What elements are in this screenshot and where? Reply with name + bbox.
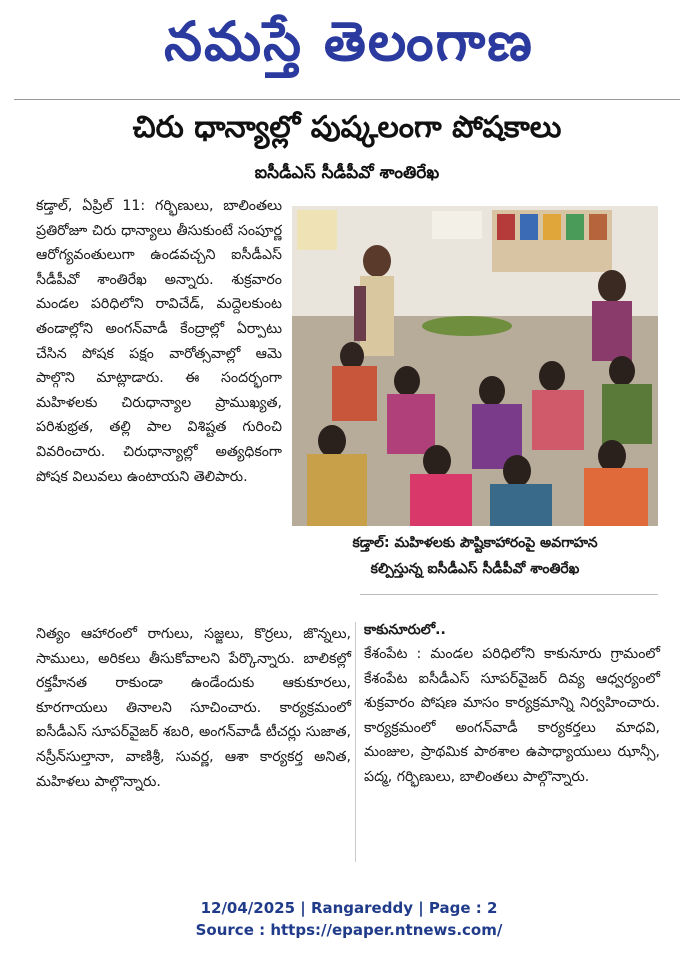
caption-line-2: కల్పిస్తున్న ఐసీడీఎస్ సీడీపీవో శాంతిరేఖ (370, 561, 580, 577)
masthead-title: నమస్తే తెలంగాణ (164, 10, 534, 73)
footer-source-line: Source : https://epaper.ntnews.com/ (195, 921, 503, 939)
body-paragraph-bottom: నిత్యం ఆహారంలో రాగులు, సజ్జలు, కొర్రలు, జొన్నలు, సాములు, అరికలు తీసుకోవాలని పేర్కొన్నారు. బాలికల్లో రక్తహీనత రాకుండా ఉండేందుకు ఆకుకూరలు, కూరగాయలు తినాలని సూచించారు. కార్యక్రమంలో ఐసీడీఎస్ సూపర్‌వైజర్ శబరి, అంగన్‌వాడీ టీచర్లు సుజాత, నస్రీన్‌సుల్తానా, వాణిశ్రీ, సువర్ణ, ఆశా కార్యకర్త అనిత, మహిళలు పాల్గొన్నారు. (36, 626, 351, 790)
article-subheadline: ఐసీడీఎస్ సీడీపీవో శాంతిరేఖ (254, 163, 440, 183)
article-photo (292, 206, 658, 526)
photo-illustration (292, 206, 658, 526)
page-footer (0, 897, 698, 941)
article-body-bottom (36, 622, 351, 794)
side-story-heading: కాకునూరులో.. (364, 622, 446, 638)
article-headline: చిరు ధాన్యాల్లో పుష్కలంగా పోషకాలు (132, 110, 562, 145)
side-story-body (364, 642, 660, 790)
caption-line-1: కడ్తాల్: మహిళలకు పౌష్టికాహారంపై అవగాహన (352, 535, 598, 551)
column-divider (355, 622, 356, 862)
footer-date-line: 12/04/2025 | Rangareddy | Page : 2 (200, 899, 498, 917)
caption-divider (360, 594, 658, 595)
article-body-top (36, 194, 282, 489)
body-paragraph-top: కడ్తాల్, ఏప్రిల్ 11: గర్భిణులు, బాలింతలు ప్రతిరోజూ చిరు ధాన్యాలు తీసుకుంటే సంపూర్ణ ఆరోగ్యవంతులుగా ఉండవచ్చని ఐసీడీఎస్ సీడీపీవో శాంతిరేఖ అన్నారు. శుక్రవారం మండల పరిధిలోని రావిచేడ్, మద్దెలకుంట తండాల్లోని అంగన్‌వాడీ కేంద్రాల్లో ఏర్పాటు చేసిన పోషక పక్షం వారోత్సవాల్లో ఆమె పాల్గొని మాట్లాడారు. ఈ సందర్భంగా మహిళలకు చిరుధాన్యాల ప్రాముఖ్యత, పరిశుభ్రత, తల్లి పాల విశిష్టత గురించి వివరించారు. చిరుధాన్యాల్లో అత్యధికంగా పోషక విలువలు ఉంటాయని తెలిపారు. (36, 198, 282, 485)
side-story-paragraph: కేశంపేట : మండల పరిధిలోని కాకునూరు గ్రామంలో కేశంపేట ఐసీడీఎస్ సూపర్‌వైజర్ దివ్య ఆధ్వర్యంలో శుక్రవారం పోషణ మాసం కార్యక్రమాన్ని నిర్వహించారు. కార్యక్రమంలో అంగన్‌వాడీ కార్యకర్తలు మాధవి, మంజుల, ప్రాథమిక పాఠశాల ఉపాధ్యాయులు ఝాన్సీ, పద్మ, గర్భిణులు, బాలింతలు పాల్గొన్నారు. (364, 646, 660, 785)
headline-rule (14, 99, 680, 101)
photo-caption (292, 530, 658, 582)
